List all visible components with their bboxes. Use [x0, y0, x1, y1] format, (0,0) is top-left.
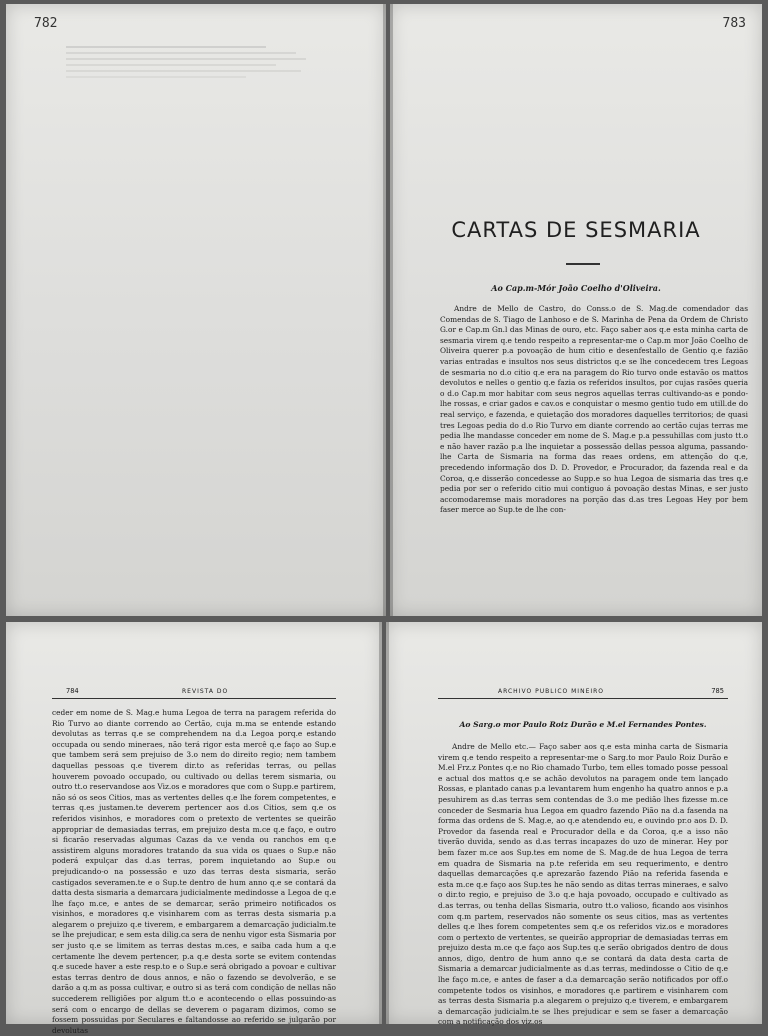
manuscript-page-783 [390, 4, 762, 616]
page-number: 785 [711, 687, 724, 695]
running-head [438, 684, 728, 699]
charter-text [52, 708, 336, 1035]
printed-page-785 [386, 622, 762, 1027]
manuscript-page-number: 782 [34, 16, 58, 31]
page-number: 784 [66, 687, 79, 695]
charter-heading: Ao Cap.m-Mór João Coelho d'Oliveira. [491, 283, 661, 293]
printed-page-784 [6, 622, 382, 1035]
charter-paragraph: Andre de Mello de Castro, do Conss.o de S. Mag.de comendador das Comendas de S. Tiago de Lanhoso e de S. Marinha de Pena da Ordem de Christo G.or e Cap.m Gn.l das Minas de ouro, etc. Faço saber aos q.e esta minha carta de sesmaria virem q.e tendo respeito a representar-me o Cap.m mor João Coelho de Oliveira querer p.a povoação de hum citio e desenfestallo de Gentio q.e fazião varias entradas e insultos nos seus districtos q.e se lhe concedecem tres Legoas de sesmaria no d.o citio q.e era na paragem do Rio turvo onde estavão os mattos devolutos e nelles o gentio q.e fazia os referidos insultos, por cujas rasões queria o d.o Cap.m mor habitar com seus negros aquellas terras cultivando-as e pondo-lhe rossas, e criar gados e cav.os e conquistar o mesmo gentio tudo em utill.de do real serviço, e fazenda, e quietação dos moradores daquelles territorios; de quasi tres Legoas pedia do d.o Rio Turvo em diante correndo ao certão cujas terras me pedia lhe mandasse conceder em nome de S. Mag.e p.a pessuhillas com justo tt.o e não haver razão p.a lhe inquietar a possessão dellas pessoa alguma, passando-lhe Carta de Sismaria na forma das reaes ordens, em attenção do q.e, precedendo informação dos D. D. Provedor, e Procurador, da fazenda real e da Coroa, q.e disserão concedesse ao Supp.e so hua Legoa de sismaria das tres q.e pedia por ser o referido citio mui contiguo á povoação destas Minas, e ser justo accomodaremse mais moradores na porção das d.as tres Legoas Hey por bem faser merce ao Sup.te de lhe con- [440, 304, 748, 515]
manuscript-page-number: 783 [722, 16, 746, 31]
bleed-through-text [66, 40, 316, 82]
page-title: CARTAS DE SESMARIA [451, 218, 701, 242]
page-fold-shadow [390, 4, 393, 616]
charter-text [440, 304, 748, 536]
charter-paragraph: ceder em nome de S. Mag.e huma Legoa de terra na paragem referida do Rio Turvo ao diante correndo ao Certão, cuja m.ma se entende estando devolutas as terras q.e se comprehendem na d.a Legoa porq.e estando occupada ou sendo mineraes, não terá rigor esta mercê q.e faço ao Sup.e que tambem será sem prejuiso de 3.o nem do direito regio; nem tambem daquellas pessoas q.e tiverem dir.to as referidas terras, ou pellas houverem povoado occupado, ou cultivado ou dellas terem sismaria, ou outro tt.o reservandose aos Viz.os e moradores que com o Supp.e partirem, não só os seos Citios, mas as vertentes delles q.e lhe forem competentes, e terras q.es justamen.te deverem pertencer aos d.os Citios, sem q.e os referidos visinhos, e moradores com o pretexto de vertentes se queirão appropriar de demasiadas terras, em prejuizo desta m.ce q.e faço, e outro si ficarão reservadas algumas Cazas da v.e venda ou ranchos em q.e assistirem alguns moradores tratando da sua vida os quaes o Sup.e não poderá expulçar das d.as terras, porem inquietando ao Sup.e ou prejudicando-o na possessão e uzo das terras desta sismaria, serão castigados severamen.te e o Sup.te dentro de hum anno q.e se contará da datta desta sismaria a demarcara judicialmente medindosse a Legoa de q.e lhe faço m.ce, e antes de se demarcar, serão primeiro notificados os visinhos, e moradores q.e visinharem com as terras desta sismaria p.a alegarem o prejuizo q.e tiverem, e embargarem a demarcação judicialm.te se lhe prejudicar, e sem esta dilig.ca sera de nenhu vigor esta Sismaria por ser justo q.e se limitem as terras destas m.ces, e saiba cada hum a q.e certamente lhe devem pertencer, p.a q.e desta sorte se evitem contendas q.e sucede haver a este resp.to e o Sup.e será obrigado a povoar e cultivar estas terras dentro de dous annos, e não o fazendo se devolverão, e se darão a q.m as possa cultivar, e outro si as terá com condição de nellas não succederem relligiões por algum tt.o e acontecendo o ellas possuindo-as será com o encargo de dellas se deverem o pagaram dizimos, como se fossem possuidas por Seculares e faltandosse ao referido se julgarão por devolutas [52, 708, 336, 1035]
page-fold-shadow [386, 622, 389, 1024]
charter-text [438, 742, 728, 1027]
running-head-title: REVISTA DO [182, 688, 229, 695]
charter-heading: Ao Sarg.o mor Paulo Roiz Durão e M.el Fernandes Pontes. [459, 720, 707, 729]
manuscript-page-782 [6, 4, 386, 616]
title-rule [566, 263, 600, 265]
running-head [52, 684, 336, 699]
running-head-title: ARCHIVO PUBLICO MINEIRO [498, 688, 605, 695]
page-fold-shadow [379, 622, 382, 1024]
page-fold-shadow [383, 4, 386, 616]
charter-paragraph: Andre de Mello etc.— Faço saber aos q.e esta minha carta de Sismaria virem q.e tendo respeito a representar-me o Sarg.to mor Paulo Roiz Durão e M.el Frz.z Pontes q.e no Rio chamado Turbo, tem elles tomado posse pessoal e actual dos mattos q.e se achão devolutos na paragem onde tem lançado Rossas, e plantado canas p.a levantarem hum engenho ha quatro annos e p.a pesuhirem as d.as terras sem contendas de 3.o me pedião lhes fizesse m.ce conceder de Sesmaria hua Legoa em quadro fazendo Pião na d.a fasenda na forma das ordens de S. Mag.e, ao q.e atendendo eu, e ouvindo pr.o aos D. D. Provedor da fasenda real e Procurador della e da Coroa, q.e a isso não tiverão duvida, sendo as d.as terras incapazes do uzo de minerar. Hey por bem fazer m.ce aos Sup.tes em nome de S. Mag.de de hua Legoa de terra em quadra de Sismaria na p.te referida em seu requerimento, e dentro daquellas demarcações q.e aprezarão fazendo Pião na referida fasenda e esta m.ce q.e faço aos Sup.tes he não sendo as ditas terras mineraes, e salvo o dir.to regio, e prejuiso de 3.o q.e haja povoado, occupado e cultivado as d.as terras, ou tenha dellas Sismaria, outro tt.o valioso, ficando aos visinhos com q.m partem, reservados não somente os seus citios, mas as vertentes delles q.e lhes forem competentes sem q.e os referidos viz.os e moradores com o pertexto de vertentes, se queirão appropriar de demasiadas terras em prejuizo desta m.ce q.e faço aos Sup.tes q.e serão obrigados dentro de dous annos, digo, dentro de hum anno q.e se contará da data desta carta de Sismaria a demarcar judicialmente as d.as terras, medindosse o Citio de q.e lhe faço m.ce, e antes de faser a d.a demarcação serão notificados por off.o competente todos os visinhos, e moradores q.e partirem e visinharem com as terras desta Sismaria p.a alegarem o prejuizo q.e tiverem, e embargarem a demarcação judicialm.te se lhes prejudicar e sem se faser a demarcação com a notificação dos viz.os [438, 742, 728, 1027]
